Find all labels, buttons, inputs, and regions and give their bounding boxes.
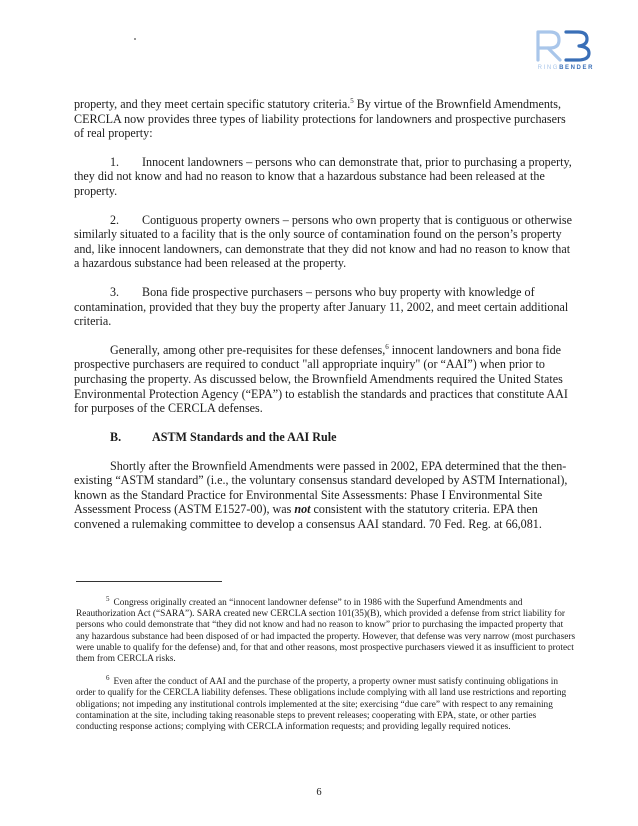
generally-paragraph: Generally, among other pre-requisites for these defenses,$^6$ innocent landowners and bona fide prospective purchasers are required to conduct "all appropriate inquiry" (or “AAI”) when prior to purchasing the property. As discussed below, the Brownfield Amendments required the United States Environmental Protection Agency (“EPA”) to establish the standards and practices that constitute AAI for purposes of the CERCLA defenses.: [74, 342, 568, 416]
list-item: 1. Innocent landowners – persons who can demonstrate that, prior to purchasing a property, they did not know and had no reason to know that a hazardous substance had been released at the property.: [74, 154, 572, 198]
astm-paragraph: Shortly after the Brownfield Amendments were passed in 2002, EPA determined that the then-existing “ASTM standard” (i.e., the voluntary consensus standard developed by ASTM International), known as the Standard Practice for Environmental Site Assessments: Phase I Environmental Site Assessment Process (ASTM E1527-00), was not consistent with the statutory criteria. EPA then convened a rulemaking committee to develop a consensus AAI standard. 70 Fed. Reg. at 66,081.: [74, 458, 568, 532]
list-item: 3. Bona fide prospective purchasers – persons who buy property with knowledge of contamination, provided that they buy the property after January 11, 2002, and meet certain additional criteria.: [74, 284, 569, 329]
section-heading: [74, 430, 574, 445]
scan-speck: [134, 38, 136, 40]
rb-monogram-icon: [532, 28, 594, 64]
footnote-ref-5: 5: [350, 96, 354, 105]
logo-wordmark: RINGBENDER: [537, 65, 594, 71]
footnote-ref-6: 6: [385, 342, 389, 351]
footnote-6: $^6$ Even after the conduct of AAI and the purchase of the property, a property owner must satisfy continuing obligations in order to qualify for the CERCLA liability defenses. These obligations include complying with all land use restrictions and reporting obligations; not impeding any institutional controls implemented at the site; exercising “due care” with respect to any remaining contamination at the site, including taking reasonable steps to prevent releases; cooperating with EPA, state, or other parties conducting response actions; complying with CERCLA information requests; and providing legally required notices.: [76, 674, 567, 733]
body-text: [74, 97, 574, 532]
section-heading-title: ASTM Standards and the AAI Rule: [152, 429, 337, 444]
intro-paragraph: property, and they meet certain specific statutory criteria.$^5$ By virtue of the Brownfield Amendments, CERCLA now provides three types of liability protections for landowners and prospective purchasers of real property:: [74, 96, 566, 141]
footnotes: [76, 594, 578, 733]
footnote-divider: [76, 581, 222, 582]
page-number: 6: [316, 787, 322, 798]
footnote-5: $^5$ Congress originally created an “innocent landowner defense” to in 1986 with the Superfund Amendments and Reauthorization Act (“SARA”). SARA created new CERCLA section 101(35)(B), which provided a defense from strict liability for persons who could demonstrate that “they did not know and had no reason to know” prior to purchasing the impacted property that any hazardous substance had been disposed of or had impacted the property. However, that defense was very narrow (most purchasers were unable to qualify for the defense) and, for that and other reasons, most prospective purchasers viewed it as insufficient to protect them from CERCLA risks.: [76, 594, 576, 665]
list-item: 2. Contiguous property owners – persons who own property that is contiguous or otherwise similarly situated to a facility that is the only source of contamination found on the person’s property and, like innocent landowners, can demonstrate that they did not know and had no reason to know that a hazardous substance had been released at the property.: [74, 212, 572, 271]
ring-bender-logo: [504, 28, 594, 71]
section-heading-number: B.: [110, 429, 122, 444]
